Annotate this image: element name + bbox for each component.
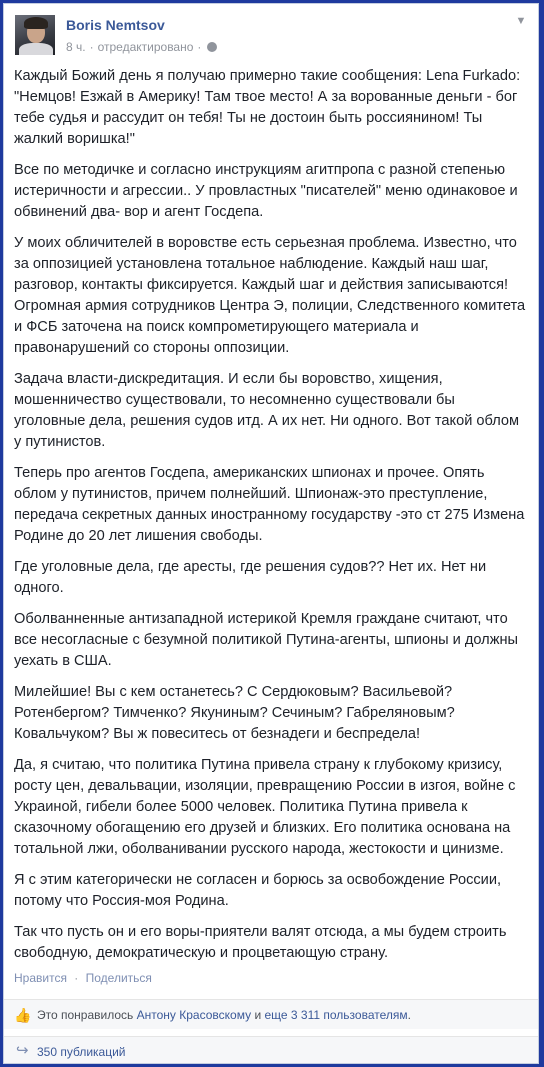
avatar-shirt xyxy=(19,43,53,55)
post-actions xyxy=(14,971,152,985)
post-paragraph: Все по методичке и согласно инструкциям агитпропа с разной степенью истеричности и агрессии.. У провластных "писателей" меню одинаковое и обвинений два- вор и агент Госдепа. xyxy=(14,162,518,220)
post-time[interactable]: 8 ч. xyxy=(66,40,86,54)
likes-text xyxy=(37,1008,411,1022)
post-paragraph: Задача власти-дискредитация. И если бы воровство, хищения, мошенничество существовали, то несомненно существовали бы уголовные дела, решения судов итд. А их нет. Ни одного. Вот такой облом у путинистов. xyxy=(14,371,520,450)
post-paragraph: Где уголовные дела, где аресты, где решения судов?? Нет их. Нет ни одного. xyxy=(14,559,487,596)
post-paragraph: Теперь про агентов Госдепа, американских шпионах и прочее. Опять облом у путинистов, причем полнейший. Шпионаж-это преступление, передача секретных данных иностранному государству -это ст 275 Измена Родине до 20 лет лишения свободы. xyxy=(14,465,525,544)
post-paragraph: Я с этим категорически не согласен и борюсь за освобождение России, потому что Россия-моя Родина. xyxy=(14,872,502,909)
author-name[interactable]: Boris Nemtsov xyxy=(66,17,165,33)
post-header xyxy=(4,4,538,68)
actions-separator: · xyxy=(74,971,79,985)
post-paragraph: Каждый Божий день я получаю примерно такие сообщения: Lena Furkado: "Немцов! Езжай в Америку! Там твое место! А за ворованные деньги - бог тебе судья и рассудит он тебя! Ты не достоин быть россиянином! Ты жалкий воришка!" xyxy=(14,68,521,147)
thumbs-up-icon: 👍 xyxy=(14,1007,32,1023)
post-card xyxy=(3,3,539,1064)
post-paragraph: Милейшие! Вы с кем останетесь? С Сердюковым? Васильевой? Ротенбергом? Тимченко? Якуниным? Сечиным? Габреляновым? Ковальчуком? Вы ж повеситесь от безнадеги и беспредела! xyxy=(14,684,455,742)
liker-link[interactable]: Антону Красовскому xyxy=(136,1008,252,1022)
likes-suffix: . xyxy=(407,1008,411,1022)
post-paragraph: Да, я считаю, что политика Путина привела страну к глубокому кризису, росту цен, девальвации, изоляции, превращению России в изгоя, войне с Украиной, гибели более 5000 человек. Политика Путина привела к сказочному обогащению его друзей и близких. Его политика основана на тотальной лжи, оболванивании русского народа, жестокости и цинизме. xyxy=(14,757,516,857)
edited-label[interactable]: отредактировано xyxy=(97,40,194,54)
share-link[interactable]: Поделиться xyxy=(85,971,152,985)
likes-summary xyxy=(4,999,538,1029)
post-paragraph: Так что пусть он и его воры-приятели валят отсюда, а мы будем строить свободную, демократическую и процветающую страну. xyxy=(14,924,507,961)
globe-icon[interactable] xyxy=(207,42,217,52)
likes-conjunction: и xyxy=(254,1008,262,1022)
meta-separator: · xyxy=(197,40,202,54)
meta-separator: · xyxy=(89,40,94,54)
other-likers-link[interactable]: еще 3 311 пользователям xyxy=(264,1008,408,1022)
avatar[interactable] xyxy=(15,15,55,55)
post-meta xyxy=(66,40,217,54)
shares-summary xyxy=(4,1036,538,1064)
like-link[interactable]: Нравится xyxy=(14,971,67,985)
shares-count-link[interactable]: 350 публикаций xyxy=(37,1045,126,1059)
post-body xyxy=(14,66,526,974)
likes-prefix: Это понравилось xyxy=(37,1008,134,1022)
chevron-down-icon[interactable]: ▼ xyxy=(515,15,527,27)
post-paragraph: У моих обличителей в воровстве есть серьезная проблема. Известно, что за оппозицией установлена тотальное наблюдение. Каждый наш шаг, разговор, контакты фиксируется. Каждый шаг и действия записываются! Огромная армия сотрудников Центра Э, полиции, Следственного комитета и ФСБ заточена на поиск компрометирующего материала и правонарушений со стороны оппозиции. xyxy=(14,235,526,356)
avatar-hair xyxy=(24,17,48,29)
post-paragraph: Оболванненные антизападной истерикой Кремля граждане считают, что все несогласные с безумной политикой Путина-агенты, шпионы и должны уехать в США. xyxy=(14,611,519,669)
share-arrow-icon: ↪ xyxy=(16,1042,29,1059)
